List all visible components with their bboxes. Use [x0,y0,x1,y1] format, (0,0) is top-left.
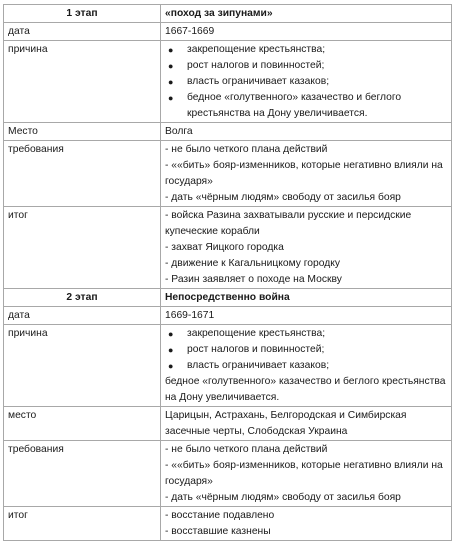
bullet-icon: ● [168,61,174,71]
stage2-demands-list [161,441,452,507]
list-item: - не было четкого плана действий [165,444,328,455]
list-item: бедное «голутвенного» казачество и беглого крестьянства на Дону увеличивается. [165,376,446,403]
bullet-icon: ● [168,345,174,355]
stage2-demands-row [4,441,452,507]
list-item: - не было четкого плана действий [165,144,328,155]
list-item: - движение к Кагальницкому городку [165,258,341,269]
stage2-cause-label: причина [4,325,161,407]
list-item: ● власть ограничивает казаков; [165,358,447,374]
list-item: - захват Яицкого городка [165,242,284,253]
list-item: - дать «чёрным людям» свободу от засилья бояр [165,492,401,503]
stage1-demands-row [4,141,452,207]
list-item: ● рост налогов и повинностей; [165,342,447,358]
stage2-result-label: итог [4,507,161,541]
list-item: ● закрепощение крестьянства; [165,42,447,58]
bullet-icon: ● [168,93,174,103]
list-item: ● власть ограничивает казаков; [165,74,447,90]
stage2-name: Непосредственно война [161,289,452,307]
stage2-result-list [161,507,452,541]
stage1-place-row [4,123,452,141]
stage1-name: «поход за зипунами» [161,5,452,23]
stage2-result-row [4,507,452,541]
stage2-title: 2 этап [4,289,161,307]
stage1-result-label: итог [4,207,161,289]
stage1-demands-label: требования [4,141,161,207]
bullet-icon: ● [168,361,174,371]
stage2-demands-label: требования [4,441,161,507]
stage1-result-list [161,207,452,289]
list-item: - ««бить» бояр-изменников, которые негативно влияли на государя» [165,460,443,487]
stage1-place-value: Волга [161,123,452,141]
bullet-icon: ● [168,77,174,87]
stage1-cause-list [161,41,452,123]
stage1-demands-list [161,141,452,207]
bullet-icon: ● [168,45,174,55]
list-item: - дать «чёрным людям» свободу от засилья бояр [165,192,401,203]
stage2-date-label: дата [4,307,161,325]
uprising-stages-table [3,4,452,541]
list-item: - ««бить» бояр-изменников, которые негативно влияли на государя» [165,160,443,187]
stage2-date-row [4,307,452,325]
list-item: - войска Разина захватывали русские и персидские купеческие корабли [165,210,412,237]
stage1-header-row [4,5,452,23]
list-item: ● рост налогов и повинностей; [165,58,447,74]
stage2-date-value: 1669-1671 [161,307,452,325]
list-item: ● бедное «голутвенного» казачество и беглого крестьянства на Дону увеличивается. [168,92,402,119]
list-item: - восстание подавлено [165,510,275,521]
stage1-date-row [4,23,452,41]
stage1-date-label: дата [4,23,161,41]
stage2-cause-list [161,325,452,407]
stage2-header-row [4,289,452,307]
stage2-place-row [4,407,452,441]
stage1-cause-label: причина [4,41,161,123]
stage2-cause-row [4,325,452,407]
stage2-place-value: Царицын, Астрахань, Белгородская и Симбирская засечные черты, Слободская Украина [161,407,452,441]
list-item: ● закрепощение крестьянства; [165,326,447,342]
list-item: - восставшие казнены [165,526,271,537]
stage1-cause-row [4,41,452,123]
stage1-result-row [4,207,452,289]
list-item: - Разин заявляет о походе на Москву [165,274,342,285]
stage1-title: 1 этап [4,5,161,23]
stage2-place-label: место [4,407,161,441]
bullet-icon: ● [168,329,174,339]
stage1-date-value: 1667-1669 [161,23,452,41]
stage1-place-label: Место [4,123,161,141]
